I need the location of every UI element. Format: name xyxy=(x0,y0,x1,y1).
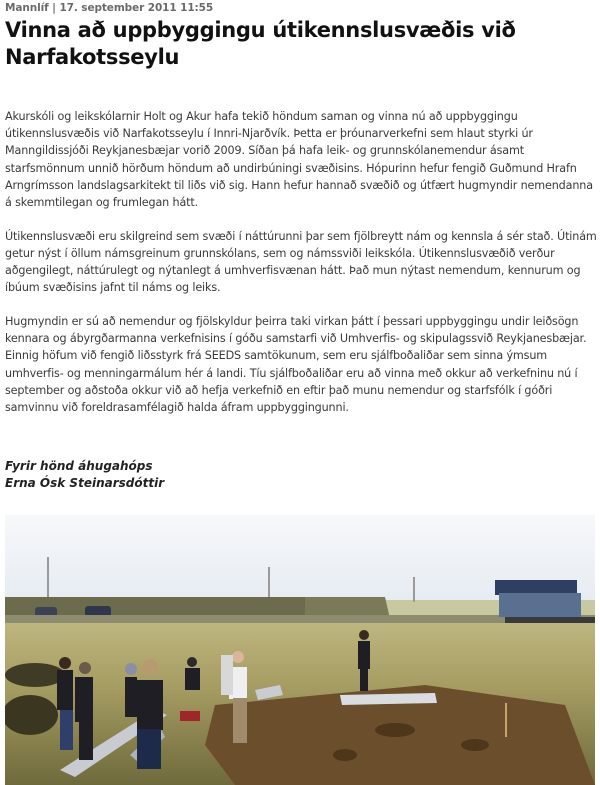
signature-line-group: Fyrir hönd áhugahóps xyxy=(5,459,153,473)
photo-illustration xyxy=(5,515,595,785)
article-title: Vinna að uppbyggingu útikennslusvæðis við Narfakotsseylu xyxy=(5,18,516,69)
article-body xyxy=(5,108,600,433)
paragraph: Útikennslusvæði eru skilgreind sem svæði í náttúrunni þar sem fjölbreytt nám og kennsla á sér stað. Útinám getur nýst í öllum námsgreinum grunnskólans, sem og námssviði leikskóla. Útikennslusvæðið verður aðgengilegt, náttúrulegt og nýtanlegt á umhverfisvænan hátt. Það mun nýtast nemendum, kennurum og íbúum svæðisins jafnt til náms og leiks. xyxy=(5,229,597,295)
signature xyxy=(5,458,164,492)
article-photo xyxy=(5,515,595,785)
article-meta xyxy=(5,2,213,14)
paragraph: Hugmyndin er sú að nemendur og fjölskyldur þeirra taki virkan þátt í þessari uppbyggingu undir leiðsögn kennara og ábyrgðarmanna verkefnisins í góðu samstarfi við Umhverfis- og skipulagssvið Reykjanesbæjar. Einnig höfum við fengið liðsstyrk frá SEEDS samtökunum, sem eru sjálfboðaliðar sem sinna ýmsum umhverfis- og menningarmálum hér á landi. Tíu sjálfboðaliðar eru að vinna með okkur að verkefninu nú í september og aðstoða okkur við að hefja verkefnið en eftir það munu nemendur og starfsfólk í góðri samvinnu við foreldrasamfélagið halda áfram uppbyggingunni. xyxy=(5,315,587,415)
meta-separator: | xyxy=(52,2,56,14)
paragraph: Akurskóli og leikskólarnir Holt og Akur hafa tekið höndum saman og vinna nú að uppbyggingu útikennslusvæðis við Narfakotsseylu í Innri-Njarðvík. Þetta er þróunarverkefni sem hlaut styrki úr Manngildissjóði Reykjanesbæjar vorið 2009. Síðan þá hafa leik- og grunnskólanemendur ásamt starfsmönnum unnið hörðum höndum að undirbúningi svæðisins. Hópurinn hefur fengið Guðmund Hrafn Arngrímsson landslagsarkitekt til liðs við sig. Hann hefur hannað svæðið og útfært hugmyndir nemendanna á skemmtilegan og frumlegan hátt. xyxy=(5,110,593,210)
category-link[interactable]: Mannlíf xyxy=(5,2,49,14)
publish-datetime: 17. september 2011 11:55 xyxy=(59,2,214,14)
signature-line-author: Erna Ósk Steinarsdóttir xyxy=(5,476,165,490)
